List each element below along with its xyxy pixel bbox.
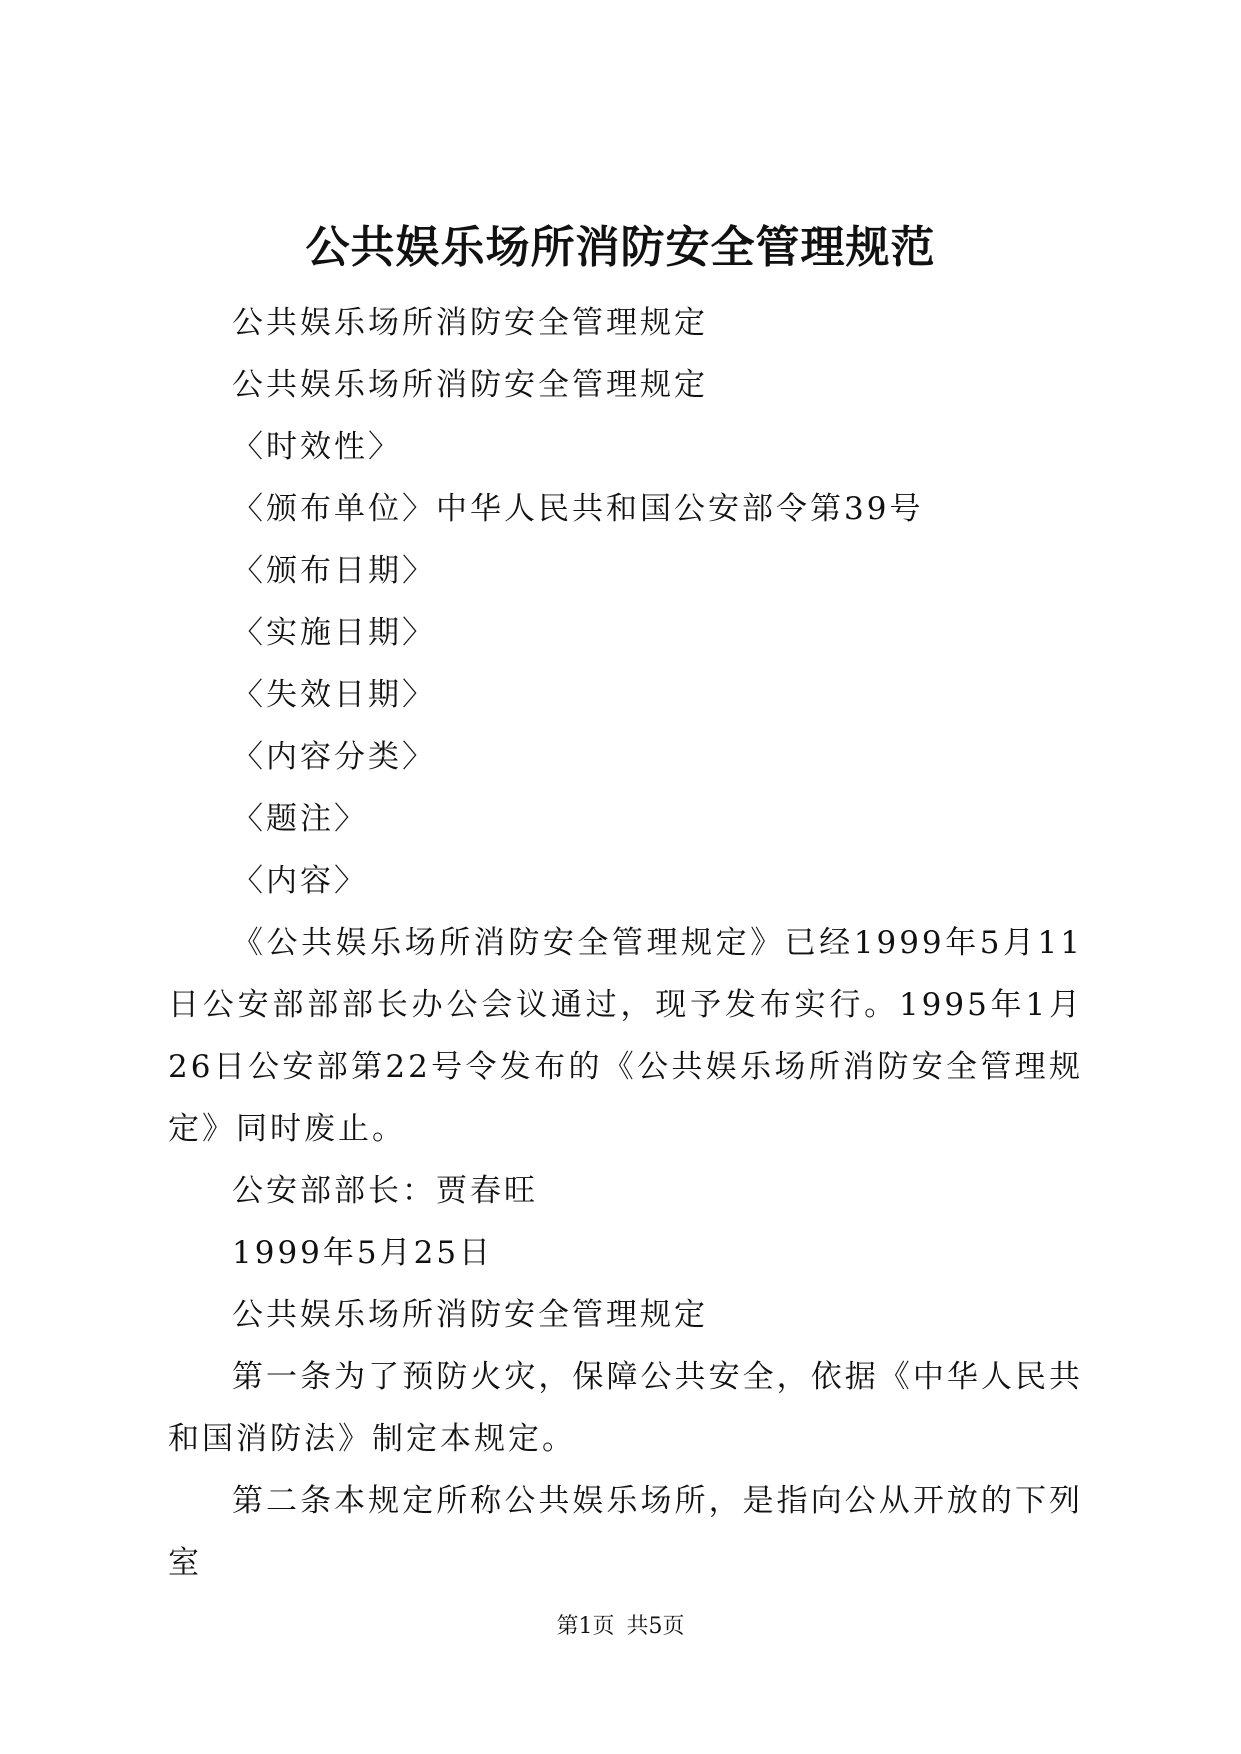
page-title: 公共娱乐场所消防安全管理规范 xyxy=(305,222,936,273)
paragraph: 第二条本规定所称公共娱乐场所，是指向公从开放的下列室 xyxy=(168,1483,1083,1581)
paragraph: 公共娱乐场所消防安全管理规定 xyxy=(232,367,708,403)
paragraph: 1999年5月25日 xyxy=(232,1235,494,1271)
page-total: 共5页 xyxy=(626,1614,685,1639)
paragraph: 〈题注〉 xyxy=(232,801,368,837)
paragraph: 公共娱乐场所消防安全管理规定 xyxy=(232,1297,708,1333)
paragraph: 《公共娱乐场所消防安全管理规定》已经1999年5月11日公安部部部长办公会议通过，现予发布实行。1995年1月26日公安部第22号令发布的《公共娱乐场所消防安全管理规定》同时废止。 xyxy=(168,925,1083,1147)
paragraph: 〈内容〉 xyxy=(232,863,368,899)
page-footer xyxy=(0,1612,1241,1642)
document-body xyxy=(168,292,1083,1594)
paragraph: 〈颁布日期〉 xyxy=(232,553,436,589)
paragraph: 〈颁布单位〉中华人民共和国公安部令第39号 xyxy=(232,491,924,527)
paragraph: 〈内容分类〉 xyxy=(232,739,436,775)
paragraph: 公安部部长：贾春旺 xyxy=(232,1173,538,1209)
paragraph: 第一条为了预防火灾，保障公共安全，依据《中华人民共和国消防法》制定本规定。 xyxy=(168,1359,1083,1457)
paragraph: 公共娱乐场所消防安全管理规定 xyxy=(232,305,708,341)
paragraph: 〈失效日期〉 xyxy=(232,677,436,713)
page-number: 第1页 xyxy=(556,1614,615,1639)
paragraph: 〈时效性〉 xyxy=(232,429,402,465)
paragraph: 〈实施日期〉 xyxy=(232,615,436,651)
